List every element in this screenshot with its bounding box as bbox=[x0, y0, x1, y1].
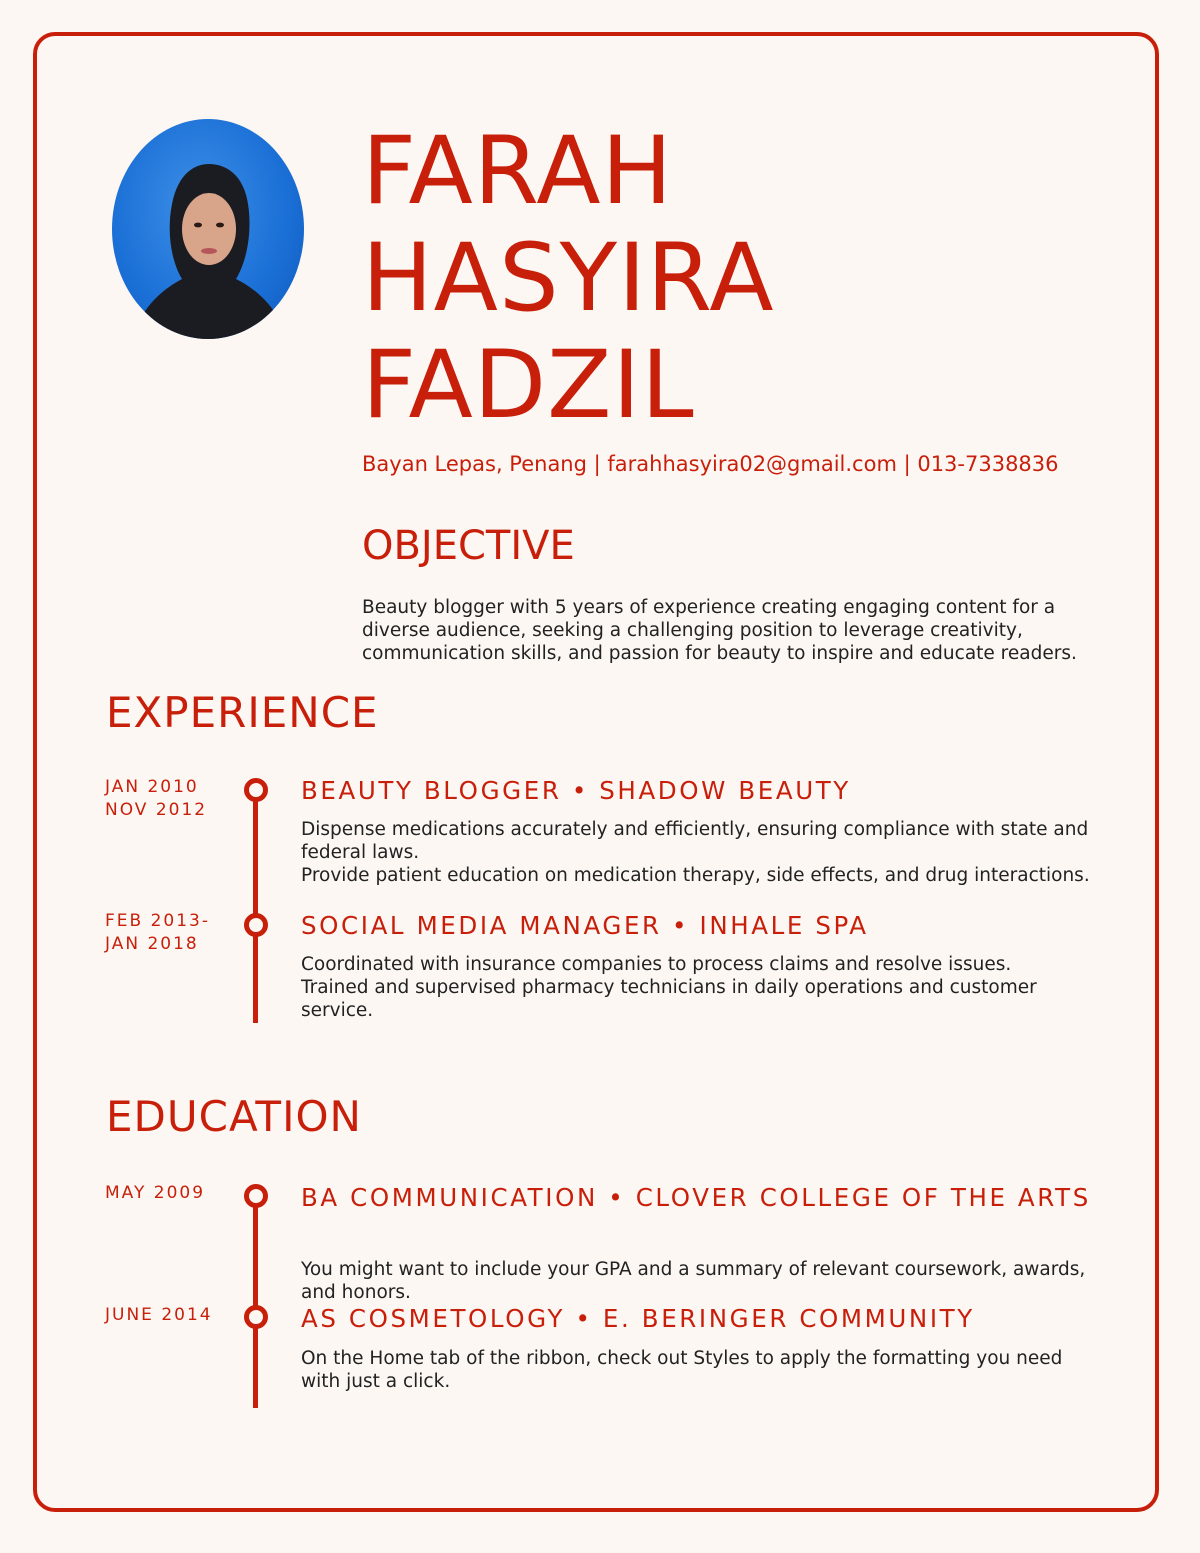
date-start: JAN 2010 bbox=[105, 777, 199, 797]
date-end: JAN 2018 bbox=[105, 934, 199, 954]
timeline-dot bbox=[244, 1305, 268, 1329]
person-portrait-icon bbox=[112, 119, 304, 339]
experience-title: BEAUTY BLOGGER • SHADOW BEAUTY bbox=[301, 776, 851, 805]
description-line: Provide patient education on medication therapy, side effects, and drug interactions. bbox=[301, 865, 1090, 886]
experience-timeline bbox=[253, 790, 258, 1023]
candidate-name bbox=[362, 118, 775, 439]
education-description: On the Home tab of the ribbon, check out Styles to apply the formatting you need with just a click. bbox=[301, 1348, 1063, 1392]
education-heading: EDUCATION bbox=[106, 1092, 362, 1141]
description-line: Coordinated with insurance companies to process claims and resolve issues. bbox=[301, 954, 1012, 975]
name-line-middle: HASYIRA bbox=[362, 224, 775, 333]
experience-date bbox=[105, 910, 240, 956]
experience-heading: EXPERIENCE bbox=[106, 688, 379, 737]
profile-photo bbox=[112, 119, 304, 339]
date-start: FEB 2013- bbox=[105, 911, 210, 931]
description-line: Trained and supervised pharmacy technicians in daily operations and customer service. bbox=[301, 977, 1037, 1021]
experience-description bbox=[301, 818, 1101, 887]
experience-date bbox=[105, 776, 240, 822]
contact-info: Bayan Lepas, Penang | farahhasyira02@gmail.com | 013-7338836 bbox=[362, 452, 1059, 476]
name-line-last: FADZIL bbox=[362, 331, 695, 440]
date-end: NOV 2012 bbox=[105, 800, 208, 820]
experience-description bbox=[301, 953, 1101, 1022]
education-date: JUNE 2014 bbox=[105, 1305, 213, 1325]
name-line-first: FARAH bbox=[362, 117, 674, 226]
education-title: AS COSMETOLOGY • E. BERINGER COMMUNITY bbox=[301, 1304, 975, 1333]
education-timeline bbox=[253, 1196, 258, 1408]
timeline-dot bbox=[244, 778, 268, 802]
description-line: Dispense medications accurately and efficiently, ensuring compliance with state and federal laws. bbox=[301, 819, 1089, 863]
objective-text: Beauty blogger with 5 years of experience creating engaging content for a diverse audience, seeking a challenging position to leverage creativity, communication skills, and passion for beauty to inspire and educate readers. bbox=[362, 597, 1077, 664]
timeline-dot bbox=[244, 913, 268, 937]
education-description: You might want to include your GPA and a summary of relevant coursework, awards, and honors. bbox=[301, 1259, 1086, 1303]
education-title: BA COMMUNICATION • CLOVER COLLEGE OF THE ARTS bbox=[301, 1183, 1091, 1212]
timeline-dot bbox=[244, 1184, 268, 1208]
objective-heading: OBJECTIVE bbox=[362, 523, 575, 569]
education-date: MAY 2009 bbox=[105, 1183, 206, 1203]
experience-title: SOCIAL MEDIA MANAGER • INHALE SPA bbox=[301, 911, 869, 940]
